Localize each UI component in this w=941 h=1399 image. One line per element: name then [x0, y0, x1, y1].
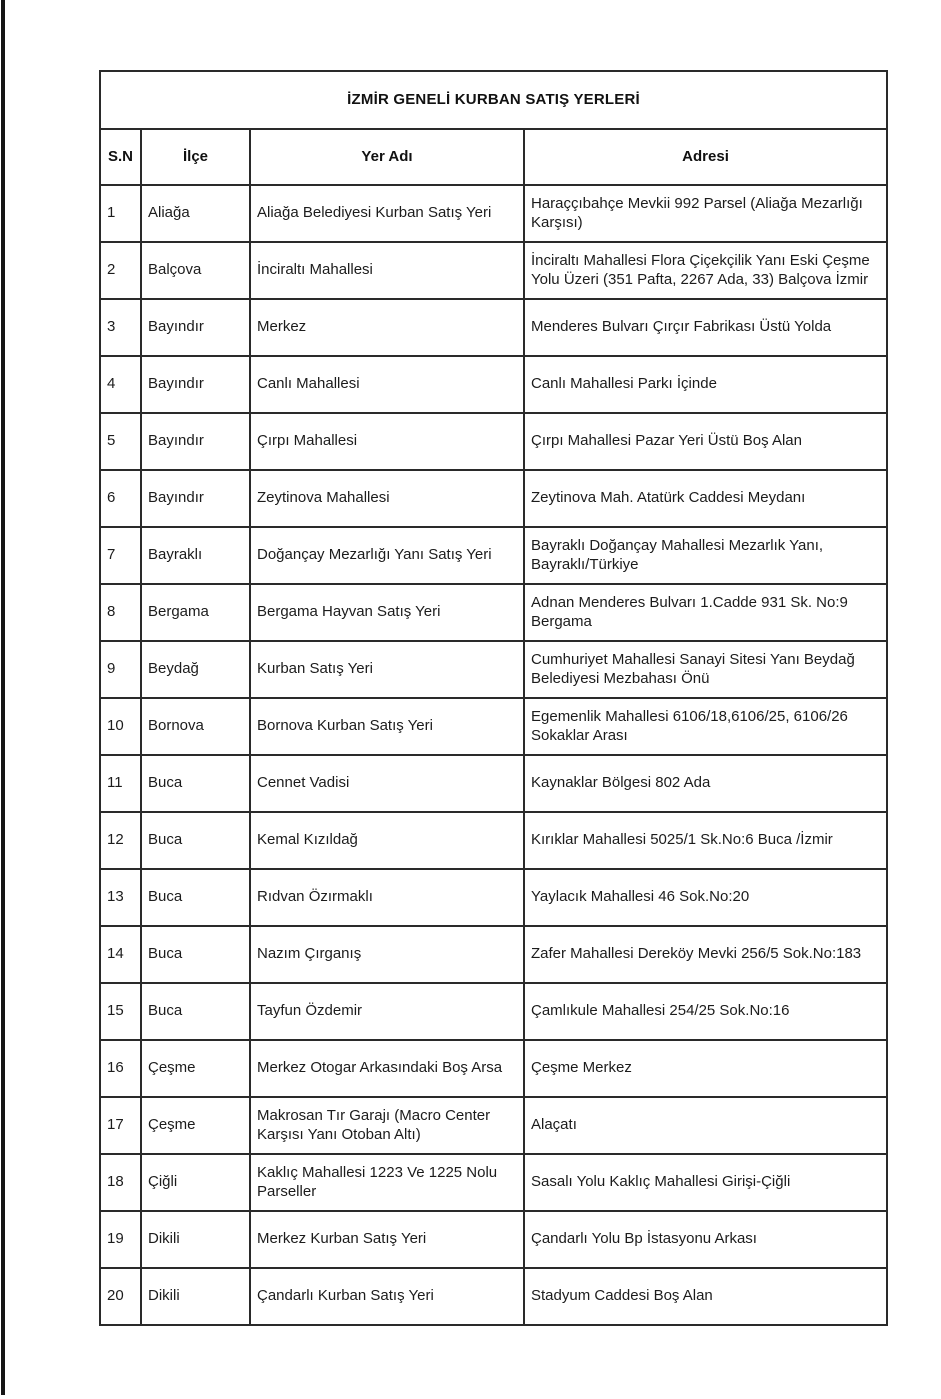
cell-place-name: Bergama Hayvan Satış Yeri: [250, 584, 524, 641]
cell-address: Çeşme Merkez: [524, 1040, 887, 1097]
cell-serial-number: 18: [100, 1154, 141, 1211]
cell-serial-number: 11: [100, 755, 141, 812]
table-row: [100, 869, 887, 926]
table-row: [100, 1268, 887, 1325]
cell-place-name: Kurban Satış Yeri: [250, 641, 524, 698]
cell-district: Çeşme: [141, 1040, 250, 1097]
cell-place-name: Tayfun Özdemir: [250, 983, 524, 1040]
cell-serial-number: 7: [100, 527, 141, 584]
cell-address: Yaylacık Mahallesi 46 Sok.No:20: [524, 869, 887, 926]
table-row: [100, 1154, 887, 1211]
table-title: İZMİR GENELİ KURBAN SATIŞ YERLERİ: [100, 71, 887, 129]
cell-place-name: İnciraltı Mahallesi: [250, 242, 524, 299]
column-header-ilce: İlçe: [141, 129, 250, 185]
cell-district: Çeşme: [141, 1097, 250, 1154]
cell-serial-number: 3: [100, 299, 141, 356]
cell-address: Cumhuriyet Mahallesi Sanayi Sitesi Yanı Beydağ Belediyesi Mezbahası Önü: [524, 641, 887, 698]
cell-address: İnciraltı Mahallesi Flora Çiçekçilik Yanı Eski Çeşme Yolu Üzeri (351 Pafta, 2267 Ada, 33) Balçova İzmir: [524, 242, 887, 299]
table-row: [100, 983, 887, 1040]
table-row: [100, 755, 887, 812]
table-row: [100, 641, 887, 698]
kurban-sales-table: [99, 70, 888, 1326]
cell-district: Dikili: [141, 1268, 250, 1325]
cell-place-name: Bornova Kurban Satış Yeri: [250, 698, 524, 755]
cell-district: Bayındır: [141, 299, 250, 356]
scan-edge-line: [1, 0, 5, 1395]
table-row: [100, 1040, 887, 1097]
cell-place-name: Zeytinova Mahallesi: [250, 470, 524, 527]
cell-serial-number: 4: [100, 356, 141, 413]
cell-district: Dikili: [141, 1211, 250, 1268]
cell-address: Sasalı Yolu Kaklıç Mahallesi Girişi-Çiğli: [524, 1154, 887, 1211]
cell-district: Bayındır: [141, 470, 250, 527]
cell-address: Çandarlı Yolu Bp İstasyonu Arkası: [524, 1211, 887, 1268]
cell-address: Çırpı Mahallesi Pazar Yeri Üstü Boş Alan: [524, 413, 887, 470]
cell-serial-number: 16: [100, 1040, 141, 1097]
cell-district: Buca: [141, 926, 250, 983]
cell-place-name: Merkez Kurban Satış Yeri: [250, 1211, 524, 1268]
cell-place-name: Merkez: [250, 299, 524, 356]
cell-address: Alaçatı: [524, 1097, 887, 1154]
column-header-yer: Yer Adı: [250, 129, 524, 185]
cell-address: Stadyum Caddesi Boş Alan: [524, 1268, 887, 1325]
table-header-row: [100, 129, 887, 185]
cell-place-name: Kaklıç Mahallesi 1223 Ve 1225 Nolu Parseller: [250, 1154, 524, 1211]
cell-district: Buca: [141, 983, 250, 1040]
cell-serial-number: 6: [100, 470, 141, 527]
table-row: [100, 698, 887, 755]
cell-serial-number: 10: [100, 698, 141, 755]
column-header-adres: Adresi: [524, 129, 887, 185]
cell-place-name: Nazım Çırganış: [250, 926, 524, 983]
cell-serial-number: 1: [100, 185, 141, 242]
cell-address: Menderes Bulvarı Çırçır Fabrikası Üstü Yolda: [524, 299, 887, 356]
cell-serial-number: 12: [100, 812, 141, 869]
cell-place-name: Aliağa Belediyesi Kurban Satış Yeri: [250, 185, 524, 242]
table-row: [100, 1097, 887, 1154]
table-title-row: [100, 71, 887, 129]
cell-place-name: Canlı Mahallesi: [250, 356, 524, 413]
table-row: [100, 527, 887, 584]
table-row: [100, 584, 887, 641]
table-row: [100, 812, 887, 869]
cell-district: Çiğli: [141, 1154, 250, 1211]
cell-serial-number: 13: [100, 869, 141, 926]
table-row: [100, 185, 887, 242]
cell-place-name: Cennet Vadisi: [250, 755, 524, 812]
cell-serial-number: 2: [100, 242, 141, 299]
cell-serial-number: 14: [100, 926, 141, 983]
cell-address: Kırıklar Mahallesi 5025/1 Sk.No:6 Buca /İzmir: [524, 812, 887, 869]
cell-district: Buca: [141, 755, 250, 812]
cell-serial-number: 8: [100, 584, 141, 641]
cell-place-name: Makrosan Tır Garajı (Macro Center Karşısı Yanı Otoban Altı): [250, 1097, 524, 1154]
cell-district: Bergama: [141, 584, 250, 641]
cell-address: Çamlıkule Mahallesi 254/25 Sok.No:16: [524, 983, 887, 1040]
cell-place-name: Kemal Kızıldağ: [250, 812, 524, 869]
table-row: [100, 470, 887, 527]
cell-serial-number: 17: [100, 1097, 141, 1154]
cell-serial-number: 5: [100, 413, 141, 470]
cell-address: Zeytinova Mah. Atatürk Caddesi Meydanı: [524, 470, 887, 527]
cell-serial-number: 19: [100, 1211, 141, 1268]
table-row: [100, 242, 887, 299]
cell-district: Aliağa: [141, 185, 250, 242]
cell-address: Kaynaklar Bölgesi 802 Ada: [524, 755, 887, 812]
cell-district: Balçova: [141, 242, 250, 299]
cell-place-name: Rıdvan Özırmaklı: [250, 869, 524, 926]
cell-place-name: Merkez Otogar Arkasındaki Boş Arsa: [250, 1040, 524, 1097]
table-row: [100, 413, 887, 470]
cell-serial-number: 9: [100, 641, 141, 698]
table-body: [100, 185, 887, 1325]
cell-district: Beydağ: [141, 641, 250, 698]
cell-district: Buca: [141, 812, 250, 869]
table-row: [100, 1211, 887, 1268]
table-row: [100, 299, 887, 356]
cell-address: Bayraklı Doğançay Mahallesi Mezarlık Yanı, Bayraklı/Türkiye: [524, 527, 887, 584]
cell-district: Buca: [141, 869, 250, 926]
cell-place-name: Çandarlı Kurban Satış Yeri: [250, 1268, 524, 1325]
cell-address: Egemenlik Mahallesi 6106/18,6106/25, 6106/26 Sokaklar Arası: [524, 698, 887, 755]
cell-district: Bayraklı: [141, 527, 250, 584]
cell-district: Bayındır: [141, 413, 250, 470]
table-row: [100, 356, 887, 413]
cell-district: Bayındır: [141, 356, 250, 413]
cell-place-name: Doğançay Mezarlığı Yanı Satış Yeri: [250, 527, 524, 584]
cell-district: Bornova: [141, 698, 250, 755]
cell-address: Zafer Mahallesi Dereköy Mevki 256/5 Sok.No:183: [524, 926, 887, 983]
cell-address: Adnan Menderes Bulvarı 1.Cadde 931 Sk. No:9 Bergama: [524, 584, 887, 641]
column-header-sn: S.N: [100, 129, 141, 185]
cell-address: Canlı Mahallesi Parkı İçinde: [524, 356, 887, 413]
cell-address: Haraççıbahçe Mevkii 992 Parsel (Aliağa Mezarlığı Karşısı): [524, 185, 887, 242]
table-row: [100, 926, 887, 983]
cell-serial-number: 20: [100, 1268, 141, 1325]
cell-place-name: Çırpı Mahallesi: [250, 413, 524, 470]
cell-serial-number: 15: [100, 983, 141, 1040]
